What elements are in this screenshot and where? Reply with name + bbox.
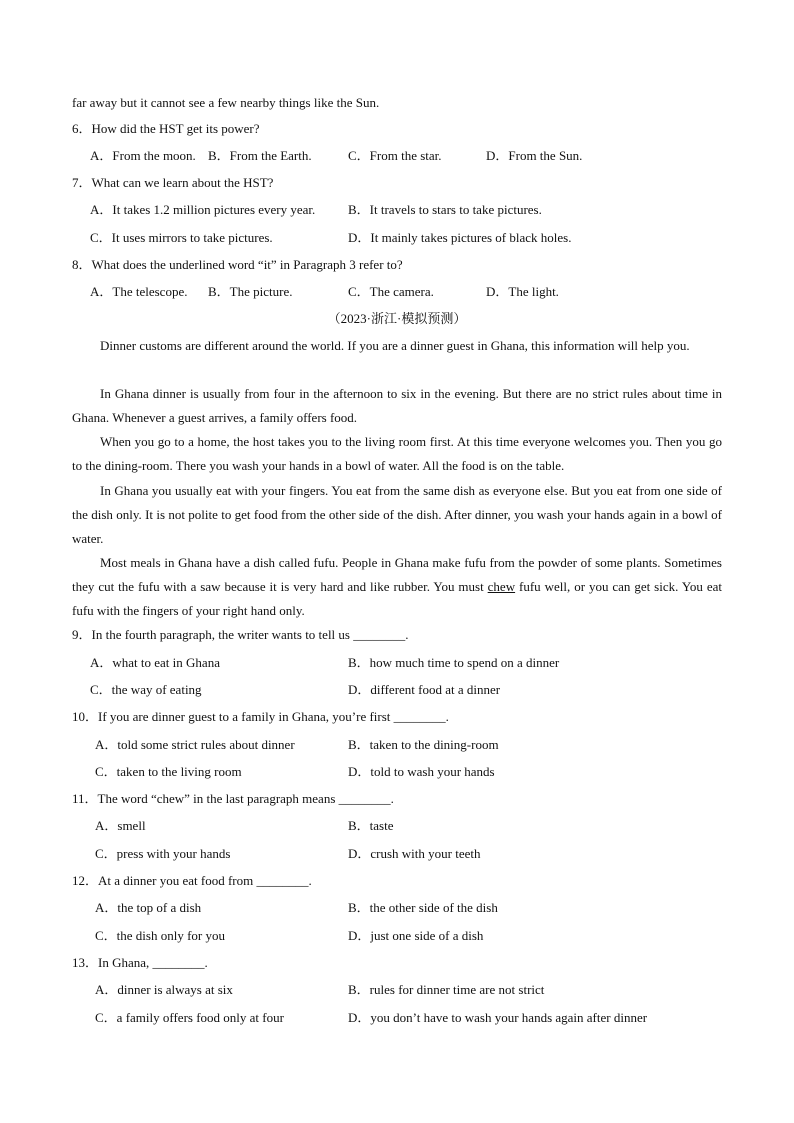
option-13d: D．you don’t have to wash your hands again after dinner xyxy=(348,1010,648,1025)
paragraph-text-start: Most meals in Ghana have a dish called fufu. People in Ghana make fufu from the powder of some plants. Sometimes they cut the fufu with a saw because it is very hard and like rubber. You must xyxy=(72,555,722,594)
option-12c: C．the dish only for you xyxy=(95,928,225,943)
paragraph-text: In Ghana you usually eat with your fingers. You eat from the same dish as everyone else. But you eat from one side of the dish only. It is not polite to get food from the other side of the dish. After dinner, you wash your hands again in a bowl of water. xyxy=(72,483,722,546)
question-11: 11．The word “chew” in the last paragraph means ________. xyxy=(72,791,394,806)
passage-paragraph-3 xyxy=(72,430,722,478)
option-10c: C．taken to the living room xyxy=(95,764,242,779)
option-9c: C．the way of eating xyxy=(90,682,202,697)
option-9d: D．different food at a dinner xyxy=(348,682,501,697)
option-13a: A．dinner is always at six xyxy=(95,982,233,997)
passage-paragraph-4 xyxy=(72,479,722,551)
option-11a: A．smell xyxy=(95,818,146,833)
question-6: 6．How did the HST get its power? xyxy=(72,121,260,136)
passage-paragraph-5 xyxy=(72,551,722,623)
option-8a: A．The telescope. xyxy=(90,284,188,299)
option-8d: D．The light. xyxy=(486,284,559,299)
paragraph-text-end: fufu well, or you can get sick. You eat fufu with the fingers of your right hand only. xyxy=(72,579,722,618)
passage-paragraph-1 xyxy=(72,334,722,358)
option-13b: B．rules for dinner time are not strict xyxy=(348,982,545,997)
question-7: 7．What can we learn about the HST? xyxy=(72,175,274,190)
option-10d: D．told to wash your hands xyxy=(348,764,495,779)
question-13: 13．In Ghana, ________. xyxy=(72,955,208,970)
option-11b: B．taste xyxy=(348,818,394,833)
option-12a: A．the top of a dish xyxy=(95,900,202,915)
source-note: （2023·浙江·模拟预测） xyxy=(327,311,467,326)
option-13c: C．a family offers food only at four xyxy=(95,1010,284,1025)
option-12d: D．just one side of a dish xyxy=(348,928,484,943)
question-9: 9．In the fourth paragraph, the writer wants to tell us ________. xyxy=(72,627,409,642)
option-7b: B．It travels to stars to take pictures. xyxy=(348,202,542,217)
option-10b: B．taken to the dining-room xyxy=(348,737,499,752)
question-12: 12．At a dinner you eat food from ________. xyxy=(72,873,312,888)
underlined-word-chew: chew xyxy=(487,579,516,594)
option-8b: B．The picture. xyxy=(208,284,293,299)
option-11c: C．press with your hands xyxy=(95,846,231,861)
paragraph-text: Dinner customs are different around the world. If you are a dinner guest in Ghana, this information will help you. xyxy=(100,338,690,353)
paragraph-text: In Ghana dinner is usually from four in the afternoon to six in the evening. But there are no strict rules about time in Ghana. Whenever a guest arrives, a family offers food. xyxy=(72,386,722,425)
question-8: 8．What does the underlined word “it” in Paragraph 3 refer to? xyxy=(72,257,403,272)
option-6c: C．From the star. xyxy=(348,148,442,163)
passage-continuation: far away but it cannot see a few nearby things like the Sun. xyxy=(72,95,380,110)
option-7c: C．It uses mirrors to take pictures. xyxy=(90,230,273,245)
passage-paragraph-2 xyxy=(72,382,722,430)
option-7a: A．It takes 1.2 million pictures every year. xyxy=(90,202,316,217)
option-9a: A．what to eat in Ghana xyxy=(90,655,220,670)
option-6b: B．From the Earth. xyxy=(208,148,312,163)
option-6a: A．From the moon. xyxy=(90,148,196,163)
option-10a: A．told some strict rules about dinner xyxy=(95,737,295,752)
option-11d: D．crush with your teeth xyxy=(348,846,481,861)
option-7d: D．It mainly takes pictures of black holes. xyxy=(348,230,572,245)
option-6d: D．From the Sun. xyxy=(486,148,583,163)
question-10: 10．If you are dinner guest to a family in Ghana, you’re first ________. xyxy=(72,709,449,724)
option-8c: C．The camera. xyxy=(348,284,434,299)
option-12b: B．the other side of the dish xyxy=(348,900,498,915)
paragraph-text: When you go to a home, the host takes you to the living room first. At this time everyone welcomes you. Then you go to the dining-room. There you wash your hands in a bowl of water. All the food is on the table. xyxy=(72,434,722,473)
option-9b: B．how much time to spend on a dinner xyxy=(348,655,560,670)
